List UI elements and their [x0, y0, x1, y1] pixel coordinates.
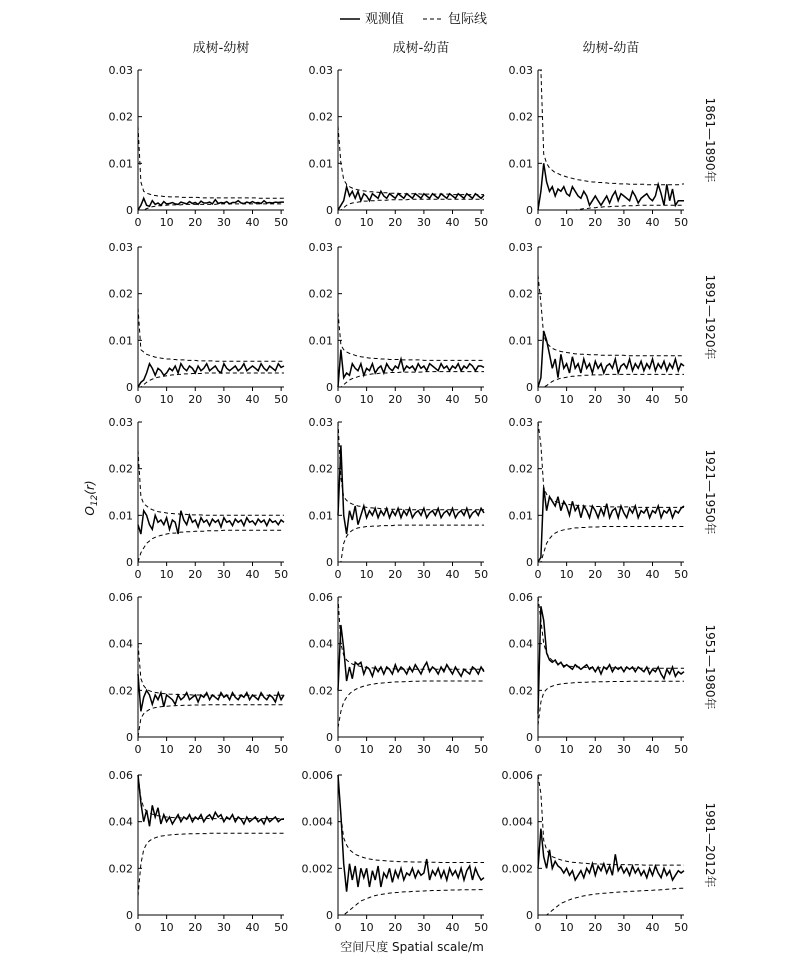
y-tick-label: 0 [526, 556, 533, 569]
x-tick-label: 30 [216, 568, 231, 581]
y-tick-label: 0 [126, 909, 133, 922]
y-tick-label: 0.04 [508, 637, 533, 651]
y-tick-label: 0 [326, 909, 333, 922]
x-tick-label: 0 [534, 393, 542, 406]
x-tick-label: 20 [588, 568, 603, 581]
y-tick-label: 0.004 [301, 815, 333, 829]
panel-r1-c3 [509, 64, 689, 229]
y-tick-label: 0.01 [308, 334, 333, 348]
x-tick-label: 0 [534, 568, 542, 581]
envelope-upper-line [138, 126, 284, 198]
x-tick-label: 20 [388, 743, 403, 756]
x-tick-label: 40 [445, 216, 460, 229]
x-tick-label: 30 [616, 568, 631, 581]
x-tick-label: 30 [616, 743, 631, 756]
x-tick-label: 50 [274, 743, 289, 756]
y-tick-label: 0.006 [301, 769, 333, 782]
x-tick-label: 20 [188, 743, 203, 756]
x-tick-label: 50 [474, 743, 489, 756]
x-tick-label: 30 [616, 216, 631, 229]
observed-line [338, 187, 484, 210]
x-tick-label: 50 [274, 216, 289, 229]
observed-line [538, 487, 684, 562]
y-tick-label: 0.02 [108, 287, 133, 301]
column-title-2: 成树-幼苗 [392, 41, 450, 56]
observed-line [138, 674, 284, 711]
observed-line [538, 829, 684, 880]
y-tick-label: 0 [526, 204, 533, 217]
panel-r5-c2 [302, 769, 489, 934]
x-tick-label: 10 [159, 921, 174, 934]
envelope-upper-line [538, 422, 684, 507]
panel-r5-c3 [502, 769, 689, 934]
x-tick-label: 0 [134, 743, 142, 756]
x-tick-label: 20 [588, 921, 603, 934]
x-tick-label: 10 [359, 568, 374, 581]
x-tick-label: 0 [134, 216, 142, 229]
envelope-upper-line [538, 775, 684, 865]
x-tick-label: 30 [416, 393, 431, 406]
panel-r5-c1 [109, 769, 289, 934]
y-tick-label: 0.01 [308, 509, 333, 523]
x-tick-label: 30 [216, 743, 231, 756]
y-tick-label: 0 [126, 204, 133, 217]
legend-envelope-label: 包际线 [448, 12, 488, 27]
y-tick-label: 0.02 [108, 862, 133, 876]
y-tick-label: 0.03 [308, 416, 333, 429]
panel-r3-c3 [509, 416, 689, 581]
y-tick-label: 0.06 [108, 591, 133, 604]
envelope-lower-line [538, 681, 684, 725]
envelope-lower-line [138, 833, 284, 896]
panel-r1-c2 [309, 64, 489, 229]
y-tick-label: 0.02 [108, 462, 133, 476]
panel-r3-c2 [309, 416, 489, 581]
x-tick-label: 40 [245, 568, 260, 581]
y-tick-label: 0.02 [508, 110, 533, 124]
y-tick-label: 0.02 [108, 684, 133, 698]
panel-r4-c1 [109, 591, 289, 756]
x-tick-label: 50 [474, 393, 489, 406]
y-tick-label: 0.02 [508, 462, 533, 476]
row-label-1: 1861—1890年 [703, 97, 717, 183]
panels-grid [109, 64, 719, 934]
y-tick-label: 0 [526, 909, 533, 922]
x-tick-label: 50 [674, 743, 689, 756]
x-tick-label: 40 [445, 743, 460, 756]
y-tick-label: 0.04 [308, 637, 333, 651]
x-tick-label: 40 [645, 393, 660, 406]
y-tick-label: 0 [126, 381, 133, 394]
panel-r3-c1 [109, 416, 289, 581]
envelope-lower-line [338, 890, 484, 915]
panel-r2-c1 [109, 241, 289, 406]
envelope-lower-line [138, 705, 284, 737]
panel-r2-c2 [309, 241, 489, 406]
x-tick-label: 50 [274, 921, 289, 934]
y-tick-label: 0.01 [508, 509, 533, 523]
envelope-upper-line [338, 597, 484, 669]
x-tick-label: 0 [134, 393, 142, 406]
observed-line [338, 445, 484, 534]
x-tick-label: 40 [445, 568, 460, 581]
y-tick-label: 0.01 [108, 157, 133, 171]
y-tick-label: 0.03 [108, 64, 133, 77]
column-title-1: 成树-幼树 [192, 41, 250, 56]
y-tick-label: 0.03 [108, 416, 133, 429]
observed-line [138, 364, 284, 387]
x-tick-label: 0 [334, 393, 342, 406]
envelope-lower-line [538, 374, 684, 387]
y-tick-label: 0.004 [501, 815, 533, 829]
column-title-3: 幼树-幼苗 [582, 41, 640, 56]
x-tick-label: 40 [445, 921, 460, 934]
envelope-lower-line [538, 527, 684, 563]
legend [340, 11, 487, 27]
envelope-upper-line [338, 422, 484, 510]
x-tick-label: 30 [416, 568, 431, 581]
y-tick-label: 0 [526, 731, 533, 744]
x-tick-label: 40 [645, 921, 660, 934]
envelope-upper-line [538, 597, 684, 668]
y-tick-label: 0.06 [508, 591, 533, 604]
y-tick-label: 0.002 [301, 862, 333, 876]
x-tick-label: 30 [216, 393, 231, 406]
x-tick-label: 0 [134, 921, 142, 934]
x-tick-label: 10 [159, 743, 174, 756]
x-tick-label: 20 [188, 216, 203, 229]
panel-r4-c2 [309, 591, 489, 756]
observed-line [538, 163, 684, 210]
x-tick-label: 10 [559, 216, 574, 229]
x-tick-label: 20 [388, 216, 403, 229]
y-tick-label: 0.03 [308, 64, 333, 77]
y-tick-label: 0.01 [508, 334, 533, 348]
x-tick-label: 50 [674, 216, 689, 229]
x-tick-label: 30 [216, 921, 231, 934]
y-tick-label: 0.02 [508, 684, 533, 698]
x-tick-label: 20 [188, 568, 203, 581]
x-tick-label: 0 [534, 216, 542, 229]
y-tick-label: 0 [126, 556, 133, 569]
x-tick-label: 50 [474, 568, 489, 581]
envelope-upper-line [338, 126, 484, 195]
x-tick-label: 40 [245, 743, 260, 756]
envelope-lower-line [338, 525, 484, 562]
y-tick-label: 0.01 [108, 334, 133, 348]
x-tick-label: 10 [359, 921, 374, 934]
x-tick-label: 10 [159, 393, 174, 406]
x-tick-label: 40 [645, 568, 660, 581]
x-tick-label: 20 [588, 216, 603, 229]
x-tick-label: 10 [359, 216, 374, 229]
y-tick-label: 0.03 [508, 64, 533, 77]
y-tick-label: 0.03 [108, 241, 133, 254]
row-label-5: 1981—2012年 [703, 802, 717, 888]
x-tick-label: 30 [616, 921, 631, 934]
x-tick-label: 10 [559, 568, 574, 581]
y-axis-label: $O_{12}(r)$ [83, 480, 100, 516]
y-tick-label: 0.04 [108, 815, 133, 829]
x-tick-label: 30 [616, 393, 631, 406]
x-tick-label: 40 [445, 393, 460, 406]
envelope-lower-line [538, 205, 684, 210]
y-tick-label: 0.03 [308, 241, 333, 254]
x-tick-label: 10 [359, 743, 374, 756]
x-tick-label: 40 [245, 393, 260, 406]
x-tick-label: 20 [588, 393, 603, 406]
envelope-upper-line [138, 308, 284, 362]
y-tick-label: 0.02 [308, 287, 333, 301]
y-tick-label: 0.01 [108, 509, 133, 523]
x-axis-label: 空间尺度 Spatial scale/m [340, 940, 484, 954]
x-tick-label: 50 [674, 921, 689, 934]
observed-line [338, 775, 484, 892]
x-tick-label: 50 [474, 921, 489, 934]
x-tick-label: 10 [159, 216, 174, 229]
x-tick-label: 40 [245, 921, 260, 934]
envelope-lower-line [538, 888, 684, 915]
y-tick-label: 0.06 [108, 769, 133, 782]
x-tick-label: 0 [334, 568, 342, 581]
x-tick-label: 20 [388, 393, 403, 406]
y-tick-label: 0.02 [508, 287, 533, 301]
x-tick-label: 0 [334, 216, 342, 229]
y-tick-label: 0.01 [508, 157, 533, 171]
x-tick-label: 20 [588, 743, 603, 756]
observed-line [338, 625, 484, 690]
x-tick-label: 50 [274, 568, 289, 581]
envelope-upper-line [538, 275, 684, 356]
y-tick-label: 0.02 [308, 684, 333, 698]
envelope-upper-line [138, 775, 284, 819]
y-tick-label: 0 [326, 731, 333, 744]
x-tick-label: 10 [559, 393, 574, 406]
x-tick-label: 20 [388, 921, 403, 934]
x-tick-label: 0 [334, 743, 342, 756]
y-tick-label: 0.03 [508, 241, 533, 254]
x-tick-label: 30 [416, 921, 431, 934]
panel-r4-c3 [509, 591, 689, 756]
x-tick-label: 0 [534, 743, 542, 756]
y-tick-label: 0.02 [308, 462, 333, 476]
envelope-lower-line [338, 681, 484, 728]
row-label-2: 1891—1920年 [703, 274, 717, 360]
y-tick-label: 0 [526, 381, 533, 394]
y-tick-label: 0 [326, 204, 333, 217]
x-tick-label: 50 [674, 393, 689, 406]
y-tick-label: 0.02 [108, 110, 133, 124]
x-tick-label: 20 [188, 921, 203, 934]
envelope-lower-line [138, 530, 284, 562]
x-tick-label: 0 [534, 921, 542, 934]
observed-line [538, 606, 684, 713]
y-tick-label: 0.02 [308, 110, 333, 124]
y-tick-label: 0 [126, 731, 133, 744]
row-label-4: 1951—1980年 [703, 624, 717, 710]
y-tick-label: 0.04 [108, 637, 133, 651]
x-tick-label: 50 [674, 568, 689, 581]
envelope-upper-line [538, 70, 684, 185]
x-tick-label: 40 [645, 743, 660, 756]
y-tick-label: 0.01 [308, 157, 333, 171]
x-tick-label: 20 [388, 568, 403, 581]
envelope-upper-line [138, 450, 284, 515]
x-tick-label: 30 [216, 216, 231, 229]
x-tick-label: 10 [559, 921, 574, 934]
panel-r2-c3 [509, 241, 689, 406]
x-tick-label: 10 [359, 393, 374, 406]
row-label-3: 1921—1950年 [703, 449, 717, 535]
x-tick-label: 50 [274, 393, 289, 406]
x-tick-label: 30 [416, 216, 431, 229]
x-tick-label: 40 [645, 216, 660, 229]
y-tick-label: 0.002 [501, 862, 533, 876]
x-tick-label: 10 [159, 568, 174, 581]
envelope-lower-line [338, 199, 484, 210]
x-tick-label: 30 [416, 743, 431, 756]
envelope-upper-line [338, 312, 484, 360]
y-tick-label: 0.03 [508, 416, 533, 429]
legend-observed-label: 观测值 [365, 12, 405, 27]
envelope-lower-line [138, 373, 284, 387]
y-tick-label: 0 [326, 556, 333, 569]
x-tick-label: 0 [134, 568, 142, 581]
panel-r1-c1 [109, 64, 289, 229]
x-tick-label: 10 [559, 743, 574, 756]
x-tick-label: 20 [188, 393, 203, 406]
x-tick-label: 40 [245, 216, 260, 229]
envelope-upper-line [138, 644, 284, 696]
y-tick-label: 0.006 [501, 769, 533, 782]
x-tick-label: 50 [474, 216, 489, 229]
envelope-upper-line [338, 775, 484, 863]
observed-line [338, 350, 484, 387]
y-tick-label: 0.06 [308, 591, 333, 604]
y-tick-label: 0 [326, 381, 333, 394]
x-tick-label: 0 [334, 921, 342, 934]
envelope-lower-line [338, 372, 484, 387]
